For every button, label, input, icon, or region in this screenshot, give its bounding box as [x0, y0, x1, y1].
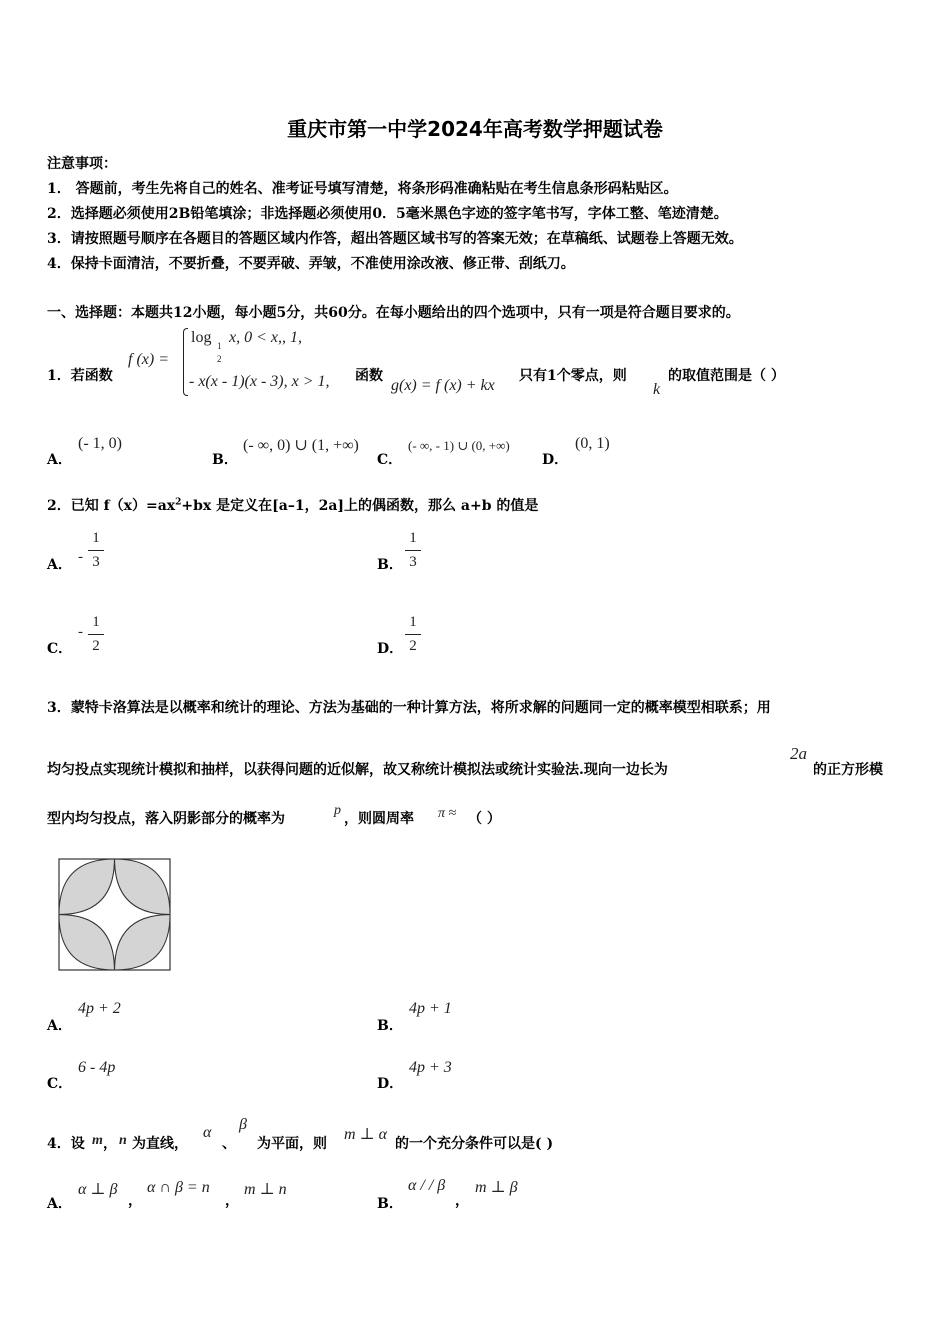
section-heading: 一、选择题：本题共12小题，每小题5分，共60分。在每小题给出的四个选项中，只有一项是符合题目要求的。 [47, 305, 740, 321]
q3-line-2-a: 均匀投点实现统计模拟和抽样，以获得问题的近似解，故又称统计模拟法或统计实验法.现向一边长为 [47, 762, 668, 778]
q2-option-d-den: 2 [409, 638, 417, 654]
q4-option-a-sep2: ， [225, 1193, 239, 1209]
q1-option-a[interactable]: (- 1, 0) [78, 435, 122, 452]
q1-mid: 函数 [355, 368, 383, 384]
q1-brace [183, 328, 188, 396]
q4-condition: m ⊥ α [344, 1126, 387, 1143]
q2-option-b-den: 3 [409, 554, 417, 570]
notice-item-4: 4．保持卡面清洁，不要折叠，不要弄破、弄皱，不准使用涂改液、修正带、刮纸刀。 [47, 256, 575, 272]
q3-line-3-b: ，则圆周率 [344, 811, 414, 827]
q4-option-a-sep1: ， [128, 1193, 142, 1209]
q4-alpha: α [203, 1124, 212, 1141]
q1-prefix: 1．若函数 [47, 368, 113, 384]
q2-option-a-fraction[interactable] [86, 529, 106, 572]
q1-k: k [653, 381, 661, 398]
q2-option-c-den: 2 [92, 638, 100, 654]
q4-beta: β [239, 1116, 247, 1133]
q4-text-a: 4．设 [47, 1136, 85, 1152]
q2-option-d-num: 1 [409, 614, 417, 630]
q1-case1-sub-den: 2 [217, 354, 222, 364]
q4-sep: 、 [222, 1136, 236, 1152]
q2-option-a-sign[interactable]: - [78, 549, 83, 565]
q1-option-d[interactable]: (0, 1) [575, 435, 610, 452]
q3-option-a-label[interactable]: A． [47, 1018, 72, 1034]
notice-heading: 注意事项： [47, 156, 117, 172]
q4-text-d: 的一个充分条件可以是( ) [395, 1136, 554, 1152]
q2-option-a-num: 1 [92, 530, 100, 546]
q1-option-d-label[interactable]: D． [542, 452, 569, 468]
q1-case2: - x(x - 1)(x - 3), x > 1, [189, 373, 330, 390]
page-title: 重庆市第一中学2024年高考数学押题试卷 [287, 117, 663, 141]
q1-option-b-label[interactable]: B． [212, 452, 238, 468]
q1-option-c[interactable]: (- ∞, - 1) ∪ (0, +∞) [408, 438, 510, 453]
q4-comma: ， [103, 1136, 117, 1152]
q2-option-a-den: 3 [92, 554, 100, 570]
q3-option-a[interactable]: 4p + 2 [78, 1000, 121, 1017]
q4-option-a-part2[interactable]: α ∩ β = n [147, 1179, 210, 1196]
q3-line-2-m: 2a [790, 744, 807, 763]
q4-option-b-sep1: ， [455, 1193, 469, 1209]
q2-stem-b: +bx 是定义在[a–1，2a]上的偶函数，那么 a+b 的值是 [181, 498, 539, 514]
q1-end: 的取值范围是（ ） [668, 368, 785, 384]
monte-carlo-figure [58, 858, 172, 972]
q4-option-b-label[interactable]: B． [377, 1196, 403, 1212]
q1-fx: f (x) = [128, 351, 169, 368]
notice-item-1: 1． 答题前，考生先将自己的姓名、准考证号填写清楚，将条形码准确粘贴在考生信息条形码粘贴区。 [47, 181, 678, 197]
q3-option-c-label[interactable]: C． [47, 1076, 73, 1092]
q2-option-a-label[interactable]: A． [47, 557, 72, 573]
q2-option-c-label[interactable]: C． [47, 641, 73, 657]
q3-line-3-p: p [334, 803, 341, 818]
q3-option-d[interactable]: 4p + 3 [409, 1059, 452, 1076]
q1-option-a-label[interactable]: A． [47, 452, 72, 468]
q4-option-a-label[interactable]: A． [47, 1196, 72, 1212]
q4-n: n [119, 1133, 127, 1148]
q2-stem-a: 2．已知 f（x）=ax [47, 498, 176, 514]
q2-option-d-label[interactable]: D． [377, 641, 404, 657]
q4-option-b-part1[interactable]: α / / β [408, 1177, 446, 1194]
q4-option-a-part1[interactable]: α ⊥ β [78, 1181, 118, 1198]
fraction-bar [405, 550, 421, 551]
notice-item-2: 2．选择题必须使用2B铅笔填涂；非选择题必须使用0．5毫米黑色字迹的签字笔书写，字体工整、笔迹清楚。 [47, 206, 728, 222]
q3-option-c[interactable]: 6 - 4p [78, 1059, 116, 1076]
q3-line-1: 3．蒙特卡洛算法是以概率和统计的理论、方法为基础的一种计算方法，将所求解的问题同一定的概率模型相联系；用 [47, 700, 771, 716]
q1-option-b[interactable]: (- ∞, 0) ∪ (1, +∞) [243, 437, 359, 454]
q4-option-b-part2[interactable]: m ⊥ β [475, 1179, 518, 1196]
q1-case1-rest: x, 0 < x,, 1, [229, 329, 302, 346]
q1-case1-log: log [191, 329, 212, 346]
q1-after: 只有1个零点，则 [519, 368, 627, 384]
q2-option-c-num: 1 [92, 614, 100, 630]
q4-option-a-part3[interactable]: m ⊥ n [244, 1181, 287, 1198]
notice-item-3: 3．请按照题号顺序在各题目的答题区域内作答，超出答题区域书写的答案无效；在草稿纸、试题卷上答题无效。 [47, 231, 743, 247]
fraction-bar [405, 634, 421, 635]
q3-line-3-pi: π ≈ [438, 806, 457, 821]
q3-option-b-label[interactable]: B． [377, 1018, 403, 1034]
q3-line-2-b: 的正方形模 [813, 762, 883, 778]
fraction-bar [88, 550, 104, 551]
fraction-bar [88, 634, 104, 635]
q2-option-d-fraction[interactable] [403, 613, 423, 656]
q3-option-b[interactable]: 4p + 1 [409, 1000, 452, 1017]
q1-case1-sub-num: 1 [217, 341, 222, 351]
q4-m: m [92, 1133, 103, 1148]
q2-stem-sup: 2 [175, 497, 182, 508]
q2-option-c-sign[interactable]: - [78, 624, 83, 640]
q3-line-3-c: （ ） [468, 811, 501, 827]
q2-stem [47, 495, 538, 515]
q1-option-c-label[interactable]: C． [377, 452, 403, 468]
q1-gx: g(x) = f (x) + kx [391, 377, 495, 394]
q2-option-c-fraction[interactable] [86, 613, 106, 656]
q3-line-3-a: 型内均匀投点，落入阴影部分的概率为 [47, 811, 285, 827]
q3-option-d-label[interactable]: D． [377, 1076, 404, 1092]
q2-option-b-label[interactable]: B． [377, 557, 403, 573]
q2-option-b-fraction[interactable] [403, 529, 423, 572]
q2-option-b-num: 1 [409, 530, 417, 546]
q4-text-b: 为直线， [132, 1136, 188, 1152]
q4-text-c: 为平面，则 [257, 1136, 327, 1152]
